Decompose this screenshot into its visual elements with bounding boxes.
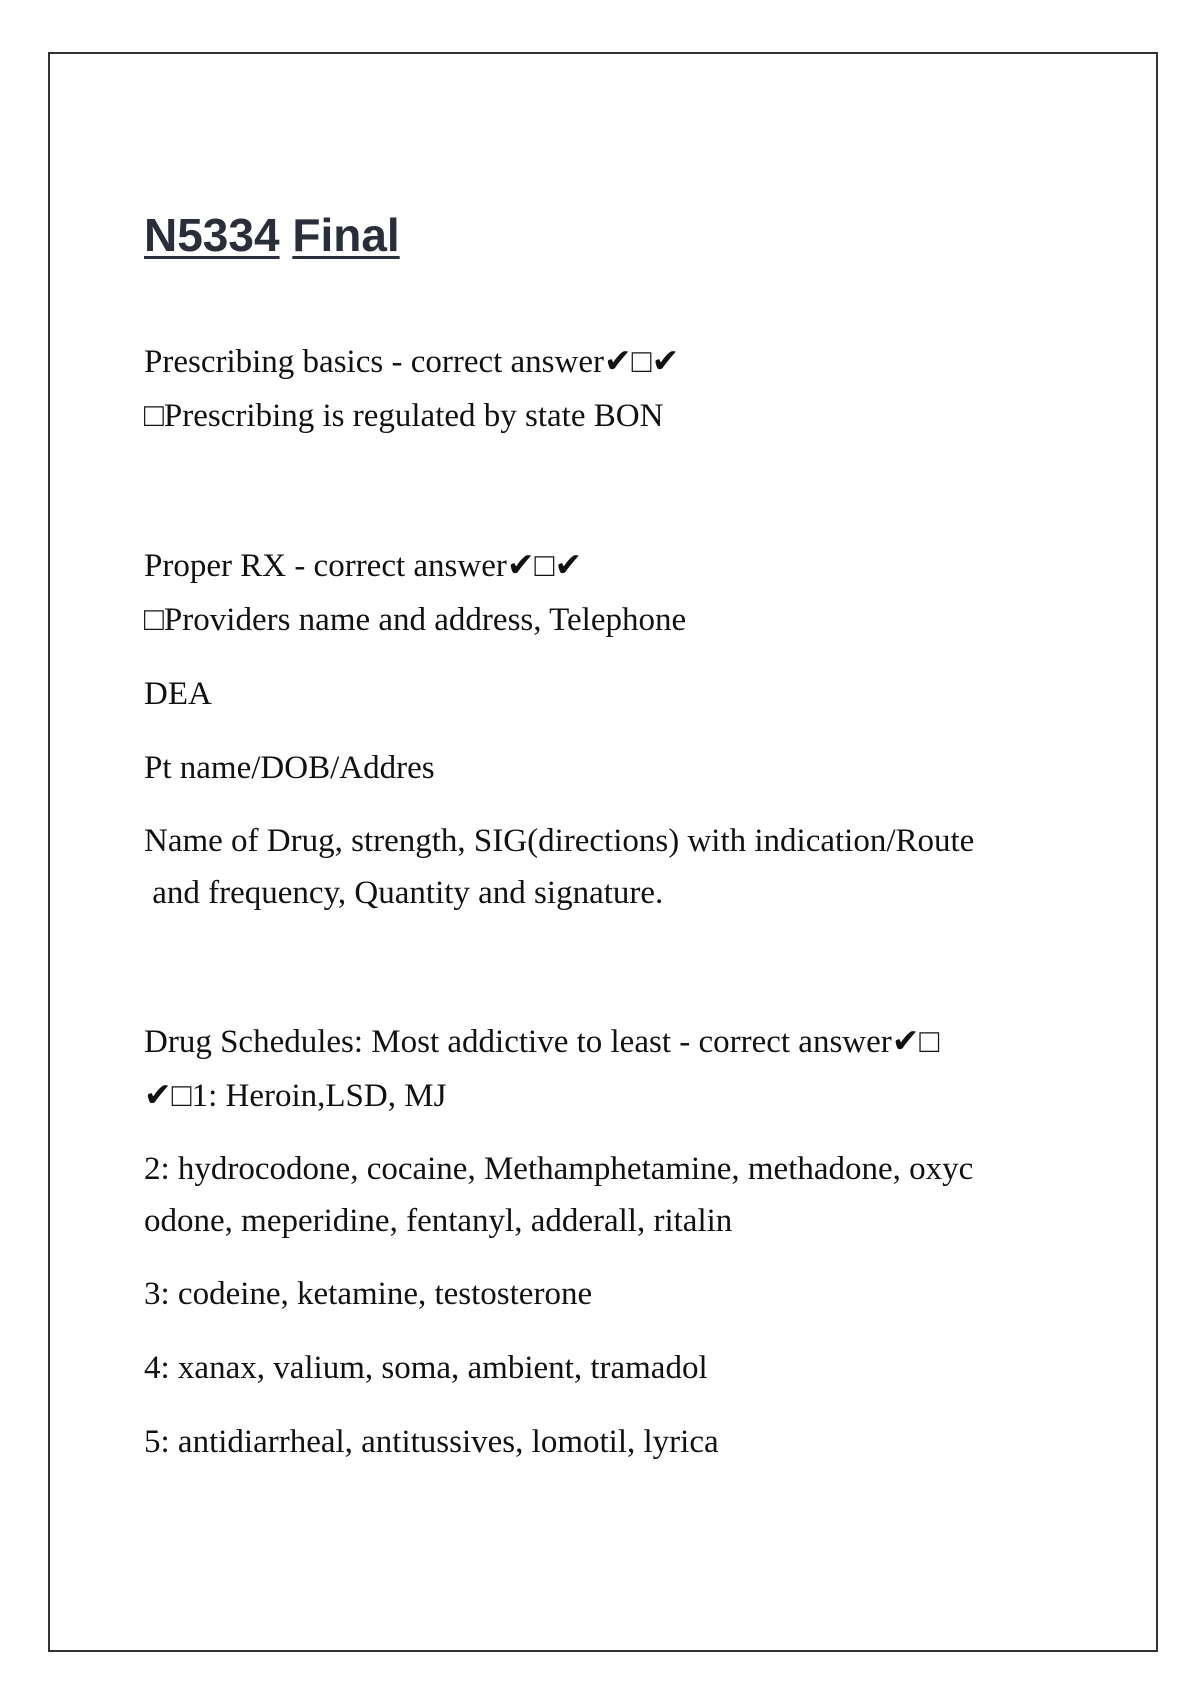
q3-answer-line: 5: antidiarrheal, antitussives, lomotil, lyrica [144, 1424, 719, 1461]
q2-answer-line: and frequency, Quantity and signature. [144, 875, 664, 912]
q2-answer-line: Pt name/DOB/Addres [144, 750, 435, 787]
q3-answer-line: 3: codeine, ketamine, testosterone [144, 1276, 593, 1313]
page-title [144, 208, 1094, 263]
q2-question: Proper RX - correct answer✔□✔ [144, 548, 583, 585]
document-page [48, 52, 1158, 1652]
title-code: N5334 [144, 209, 280, 261]
document-content [144, 154, 1094, 1469]
q3-answer-line: odone, meperidine, fentanyl, adderall, ritalin [144, 1203, 733, 1240]
title-word: Final [292, 209, 400, 261]
q1-answer: □Prescribing is regulated by state BON [144, 398, 664, 435]
q3-answer-line: ✔□1: Heroin,LSD, MJ [144, 1078, 447, 1115]
q2-answer-line: DEA [144, 676, 212, 713]
q2-answer-line: Name of Drug, strength, SIG(directions) with indication/Route [144, 823, 975, 860]
q1-question: Prescribing basics - correct answer✔□✔ [144, 344, 680, 381]
q3-question: Drug Schedules: Most addictive to least - correct answer✔□ [144, 1024, 940, 1061]
q2-answer-line: □Providers name and address, Telephone [144, 602, 687, 639]
q3-answer-line: 2: hydrocodone, cocaine, Methamphetamine, methadone, oxyc [144, 1151, 974, 1188]
q3-answer-line: 4: xanax, valium, soma, ambient, tramadol [144, 1350, 708, 1387]
